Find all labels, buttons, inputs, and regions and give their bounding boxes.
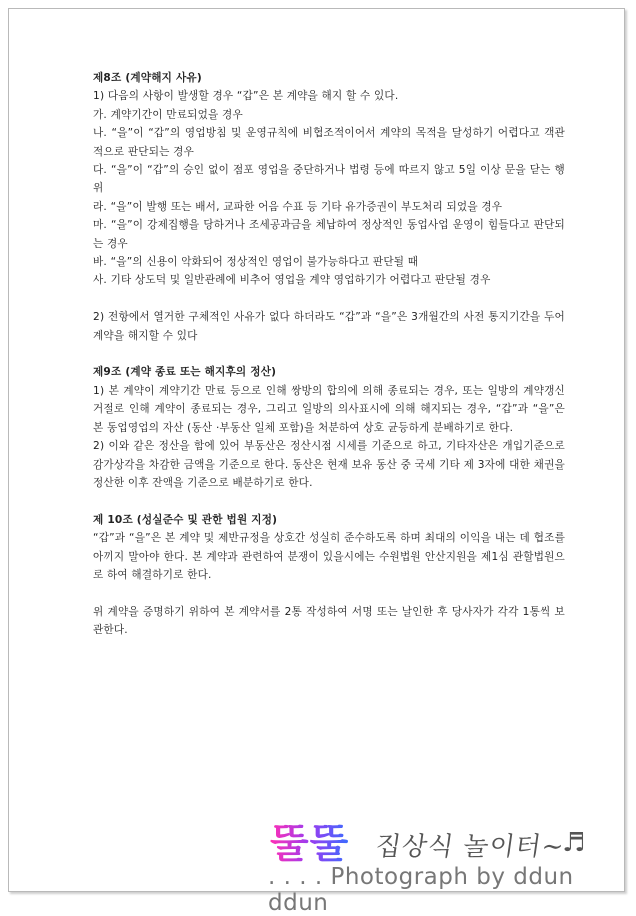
article9-title: 제9조 (계약 종료 또는 해지후의 정산)	[93, 366, 277, 379]
article10-clause: “갑”과 “을”은 본 계약 및 제반규정을 상호간 성실히 준수하도록 하며 최대의 이익을 내는 데 협조를 아끼지 말아야 한다. 본 계약과 관련하여 분쟁이 있을시에는 수원법원 안산지원을 제1심 관할법원으로 하여 해결하기로 한다.	[93, 532, 565, 581]
watermark-subtitle: 집상식 놀이터~	[373, 832, 567, 862]
article9-clause2: 2) 이와 같은 정산을 함에 있어 부동산은 정산시점 시세를 기준으로 하고, 기타자산은 개입기준으로 감가상각을 차감한 금액을 기준으로 한다. 동산은 현재 보유 동산 중 국세 기타 제 3자에 대한 채권을 정산한 이후 잔액을 기준으로 배분하기로 한다.	[93, 440, 565, 489]
article9-clause1: 1) 본 계약이 계약기간 만료 등으로 인해 쌍방의 합의에 의해 종료되는 경우, 또는 일방의 계약갱신 거절로 인해 계약이 종료되는 경우, 그리고 일방의 의사표시에 의해 해지되는 경우, “갑”과 “을”은 본 동업영업의 자산 (동산 ·부동산 일체 포함)을 처분하여 상호 균등하게 분배하기로 한다.	[93, 384, 565, 434]
article8-clause2: 2) 전항에서 열거한 구체적인 사유가 없다 하더라도 “갑”과 “을”은 3개월간의 사전 통지기간을 두어 계약을 해지할 수 있다	[93, 311, 565, 342]
watermark-title: 뚤뚤	[270, 812, 349, 869]
photographer-watermark	[262, 808, 632, 916]
article8-item-ra: 라. “을”이 발행 또는 배서, 교파한 어음 수표 등 기타 유가증권이 부도처리 되었을 경우	[93, 200, 503, 213]
article10-title: 제 10조 (성실준수 및 관한 법원 지정)	[93, 513, 278, 526]
article8-item-ma: 마. “을”이 강제집행을 당하거나 조세공과금을 체납하여 정상적인 동업사업 운영이 힘들다고 판단되는 경우	[93, 219, 565, 250]
article8-item-sa: 사. 기타 상도덕 및 일반관례에 비추어 영업을 계약 영업하기가 어렵다고 판단될 경우	[93, 274, 491, 287]
article8-title: 제8조 (계약해지 사유)	[93, 72, 202, 84]
article8-item-na: 나. “을”이 “갑”의 영업방침 및 운영규칙에 비협조적이어서 계약의 목적을 달성하기 어렵다고 객관적으로 판단되는 경우	[93, 127, 565, 158]
closing-statement: 위 계약을 증명하기 위하여 본 계약서를 2통 작성하여 서명 또는 날인한 후 당사자가 각각 1통씩 보관한다.	[93, 605, 565, 637]
article8-clause1: 1) 다음의 사항이 발생할 경우 “갑”은 본 계약을 해지 할 수 있다.	[93, 90, 399, 103]
article8-item-ga: 가. 계약기간이 만료되었을 경우	[93, 108, 243, 121]
article8-item-da: 다. “을”이 “갑”의 승인 없이 점포 영업을 중단하거나 법령 등에 따르지 않고 5일 이상 문을 닫는 행위	[93, 164, 565, 195]
watermark-credit: . . . . Photograph by ddun ddun	[268, 864, 574, 916]
article8-item-ba: 바. “을”의 신용이 악화되어 정상적인 영업이 불가능하다고 판단될 때	[93, 256, 419, 269]
contract-document	[93, 69, 565, 640]
music-note-icon: ♬	[562, 828, 586, 858]
